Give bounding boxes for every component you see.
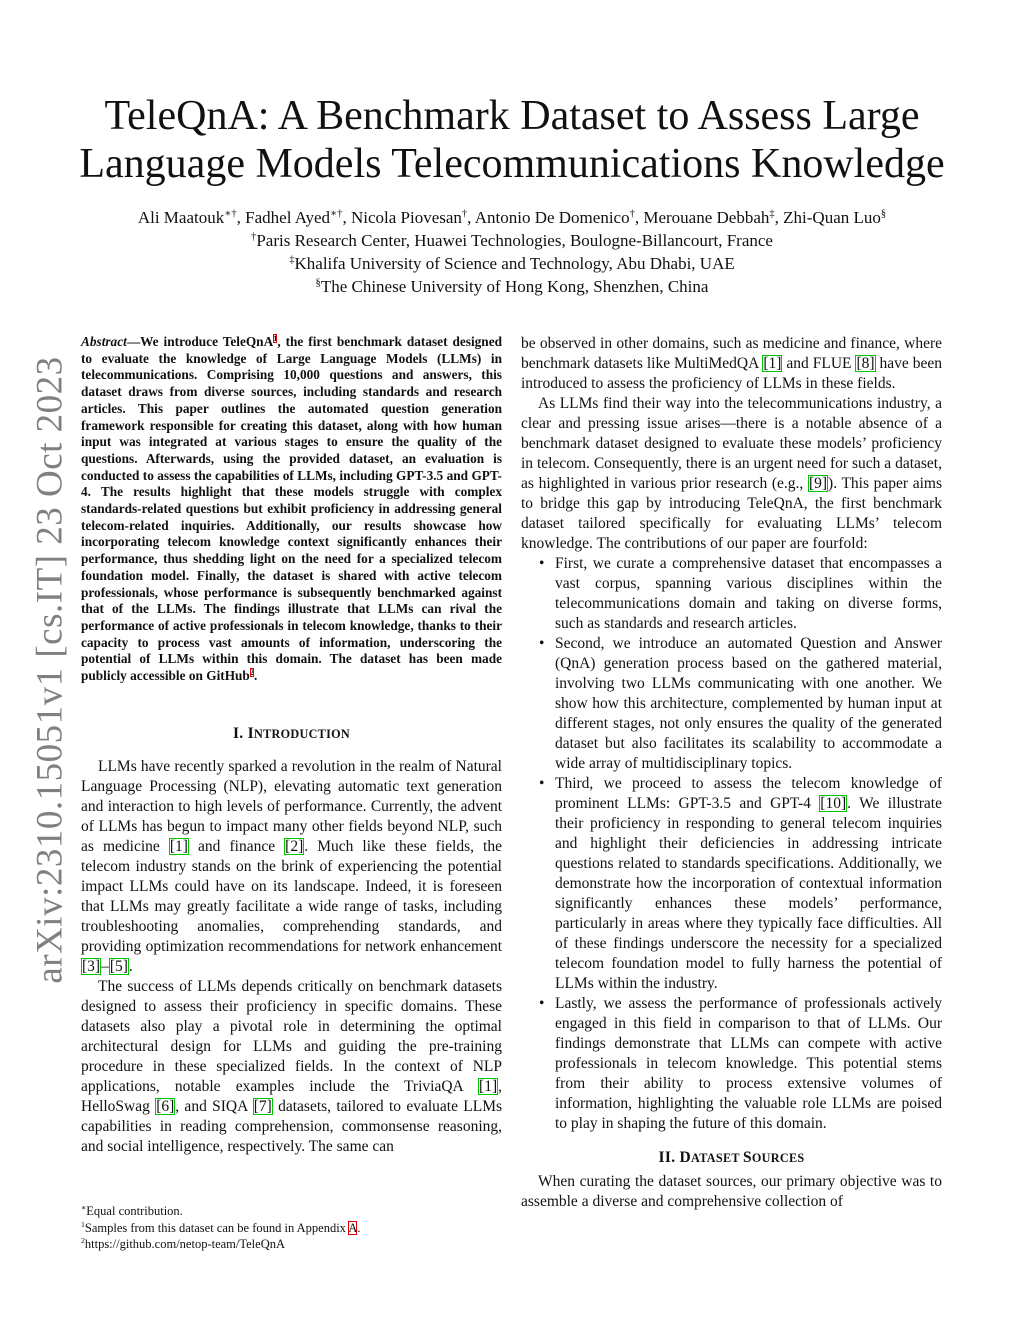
abstract: [81, 334, 502, 685]
section-heading-dataset-sources: II. DATASET SOURCES: [658, 1149, 805, 1166]
author-block: [60, 206, 964, 298]
title-line-1: TeleQnA: A Benchmark Dataset to Assess Large: [104, 93, 920, 139]
affiliation-text: Khalifa University of Science and Technology, Abu Dhabi, UAE: [294, 254, 735, 273]
author-mark: †: [629, 208, 635, 220]
bullet-icon: •: [539, 555, 545, 572]
dataset-sources-paragraph: When curating the dataset sources, our primary objective was to assemble a diverse and comprehensive collection of: [521, 1173, 942, 1210]
citation-link[interactable]: [10]: [820, 795, 847, 812]
citation-link[interactable]: [1]: [169, 837, 188, 855]
list-item: • Third, we proceed to assess the telecom knowledge of prominent LLMs: GPT-3.5 and GPT-4 [10]. We illustrate their proficiency in responding to general telecom inquiries and highlight their deficiencies in addressing intricate questions related to standards specifications. Additionally, we demonstrate how the incorporation of contextual information significantly enhances these models’ performance, particularly in areas where they typically face difficulties. All of these findings underscore the necessity for a specialized telecom foundation model to fully harness the potential of LLMs within the industry.: [539, 775, 942, 992]
citation-link[interactable]: [3]: [82, 957, 101, 975]
author-mark: ∗†: [224, 208, 237, 220]
author-name: , Nicola Piovesan: [342, 208, 462, 227]
bullet-icon: •: [539, 635, 545, 652]
affiliation-mark: ‡: [289, 254, 295, 266]
affiliation-mark: †: [251, 231, 257, 243]
intro-paragraph-2: The success of LLMs depends critically on benchmark datasets designed to assess their proficiency in specific domains. These datasets also play a pivotal role in determining the optimal architectural design for LLMs and guiding the pre-training procedure in these specialized fields. In the context of NLP applications, notable examples include the TriviaQA [1], HelloSwag [6], and SIQA [7] datasets, tailored to evaluate LLMs capabilities in reading comprehension, commonsense reasoning, and social intelligence, respectively. The same can: [81, 977, 503, 1155]
github-url[interactable]: https://github.com/netop-team/TeleQnA: [84, 1237, 286, 1251]
footnote-link-1[interactable]: 1: [273, 333, 278, 343]
citation-link[interactable]: [1]: [479, 1077, 498, 1095]
footnote-item: ∗Equal contribution.: [81, 1202, 183, 1218]
paper-title: [60, 92, 964, 188]
author-mark: §: [880, 208, 887, 220]
abstract-label: Abstract: [81, 334, 127, 349]
citation-link[interactable]: [9]: [808, 475, 828, 492]
section-heading-introduction: I. INTRODUCTION: [232, 724, 351, 742]
author-name: , Fadhel Ayed: [236, 208, 331, 227]
affiliation-line: [60, 229, 964, 252]
intro-paragraph-3: As LLMs find their way into the telecommunications industry, a clear and pressing issue arises—there is a notable absence of a benchmark dataset designed to evaluate these models’ proficiency in telecom. Consequently, there is an urgent need for such a dataset, as highlighted in various prior research (e.g., [9]). This paper aims to bridge this gap by introducing TeleQnA, the first benchmark dataset tailored specifically for evaluating LLMs’ telecom knowledge. The contributions of our paper are fourfold:: [521, 395, 942, 552]
affiliation-mark: §: [315, 277, 321, 289]
arxiv-identifier: arXiv:2310.15051v1 [cs.IT] 23 Oct 2023: [29, 356, 71, 984]
author-name: Ali Maatouk: [137, 208, 225, 227]
author-name: , Merouane Debbah: [634, 208, 770, 227]
list-item: • Second, we introduce an automated Question and Answer (QnA) generation process based on the gathered material, involving two LLMs communicating with one another. We show how this architecture, complemented by human input at different stages, not only ensures the quality of the generated dataset but also facilitates its scalability to accommodate a wide array of multidisciplinary topics.: [539, 635, 942, 772]
bullet-icon: •: [539, 995, 545, 1012]
contributions-list: [521, 554, 942, 1134]
footnotes: [81, 1203, 502, 1253]
arxiv-sidebar-stamp: [29, 356, 71, 984]
affiliation-line: [60, 275, 964, 298]
intro-paragraph-continued: be observed in other domains, such as medicine and finance, where benchmark datasets like MultiMedQA [1] and FLUE [8] have been introduced to assess the proficiency of LLMs in these fields.: [521, 335, 942, 392]
citation-link[interactable]: [2]: [285, 837, 304, 855]
footnote-item: $^1$Samples from this dataset can be found in Appendix A.: [81, 1219, 361, 1235]
bullet-icon: •: [539, 775, 545, 792]
abstract-body: , the first benchmark dataset designed to evaluate the knowledge of Large Language Models (LLMs) in telecommunications. Comprising 10,000 questions and answers, this dataset draws from diverse sources, including standards and research articles. This paper outlines the automated question generation framework responsible for creating this dataset, along with how human input was integrated at various stages to ensure the quality of the questions. Afterwards, using the provided dataset, an evaluation is conducted to assess the capabilities of LLMs, including GPT-3.5 and GPT-4. The results highlight that these models struggle with complex standards-related questions but exhibit proficiency in addressing general telecom-related inquiries. Additionally, our results showcase how incorporating telecom knowledge context significantly enhances their performance, thus shedding light on the need for a specialized telecom foundation model. Finally, the dataset is shared with active telecom professionals, whose performance is subsequently benchmarked against that of the LLMs. The findings illustrate that LLMs can rival the performance of active professionals in telecom knowledge, thanks to their capacity to process vast amounts of information, underscoring the potential of LLMs within this domain. The dataset has been made publicly accessible on GitHub: [81, 334, 502, 684]
citation-link[interactable]: [5]: [109, 957, 128, 975]
list-item: • Lastly, we assess the performance of professionals actively engaged in this field in comparison to that of LLMs. Our findings demonstrate that LLMs can compete with active professionals in telecom knowledge. This potential stems from their ability to process extensive volumes of information, highlighting the valuable role LLMs are poised to play in shaping the future of this domain.: [539, 995, 942, 1132]
left-column: [81, 334, 502, 1157]
intro-paragraph-1: LLMs have recently sparked a revolution in the realm of Natural Language Processing (NLP), elevating automatic text generation and interaction to high levels of performance. Currently, the advent of LLMs has begun to impact many other fields beyond NLP, such as medicine [1] and finance [2]. Much like these fields, the telecom industry stands on the brink of experiencing the potential impact LLMs could have on its landscape. Indeed, it is foreseen that LLMs may greatly facilitate a wide range of tasks, including troubleshooting anomalies, comprehending standards, and providing optimization recommendations for network enhancement [3]–[5].: [81, 757, 502, 975]
affiliation-text: The Chinese University of Hong Kong, Shenzhen, China: [320, 277, 709, 296]
author-mark: ∗†: [330, 208, 343, 220]
citation-link[interactable]: [8]: [856, 355, 875, 372]
abstract-end: .: [253, 668, 258, 684]
affiliation-text: Paris Research Center, Huawei Technologies, Boulogne-Billancourt, France: [256, 231, 773, 250]
affiliation-line: [60, 252, 964, 275]
citation-link[interactable]: [6]: [156, 1097, 175, 1115]
title-line-2: Language Models Telecommunications Knowledge: [79, 141, 945, 187]
list-item: • First, we curate a comprehensive dataset that encompasses a vast corpus, spanning various disciplines within the telecommunications domain and taking on diverse forms, such as standards and research articles.: [539, 555, 942, 632]
author-name: , Antonio De Domenico: [467, 208, 630, 227]
author-mark: ‡: [769, 208, 775, 220]
right-column: [521, 334, 942, 1212]
appendix-link[interactable]: A: [348, 1220, 358, 1235]
citation-link[interactable]: [7]: [253, 1097, 272, 1115]
author-mark: †: [461, 208, 468, 220]
abstract-intro: —We introduce TeleQnA: [126, 334, 274, 349]
author-list: [60, 206, 964, 229]
footnote-item: $^2$https://github.com/netop-team/TeleQnA: [81, 1235, 286, 1251]
author-name: , Zhi-Quan Luo: [774, 208, 881, 227]
footnote-link-2[interactable]: 2: [249, 667, 254, 677]
citation-link[interactable]: [1]: [763, 355, 782, 372]
